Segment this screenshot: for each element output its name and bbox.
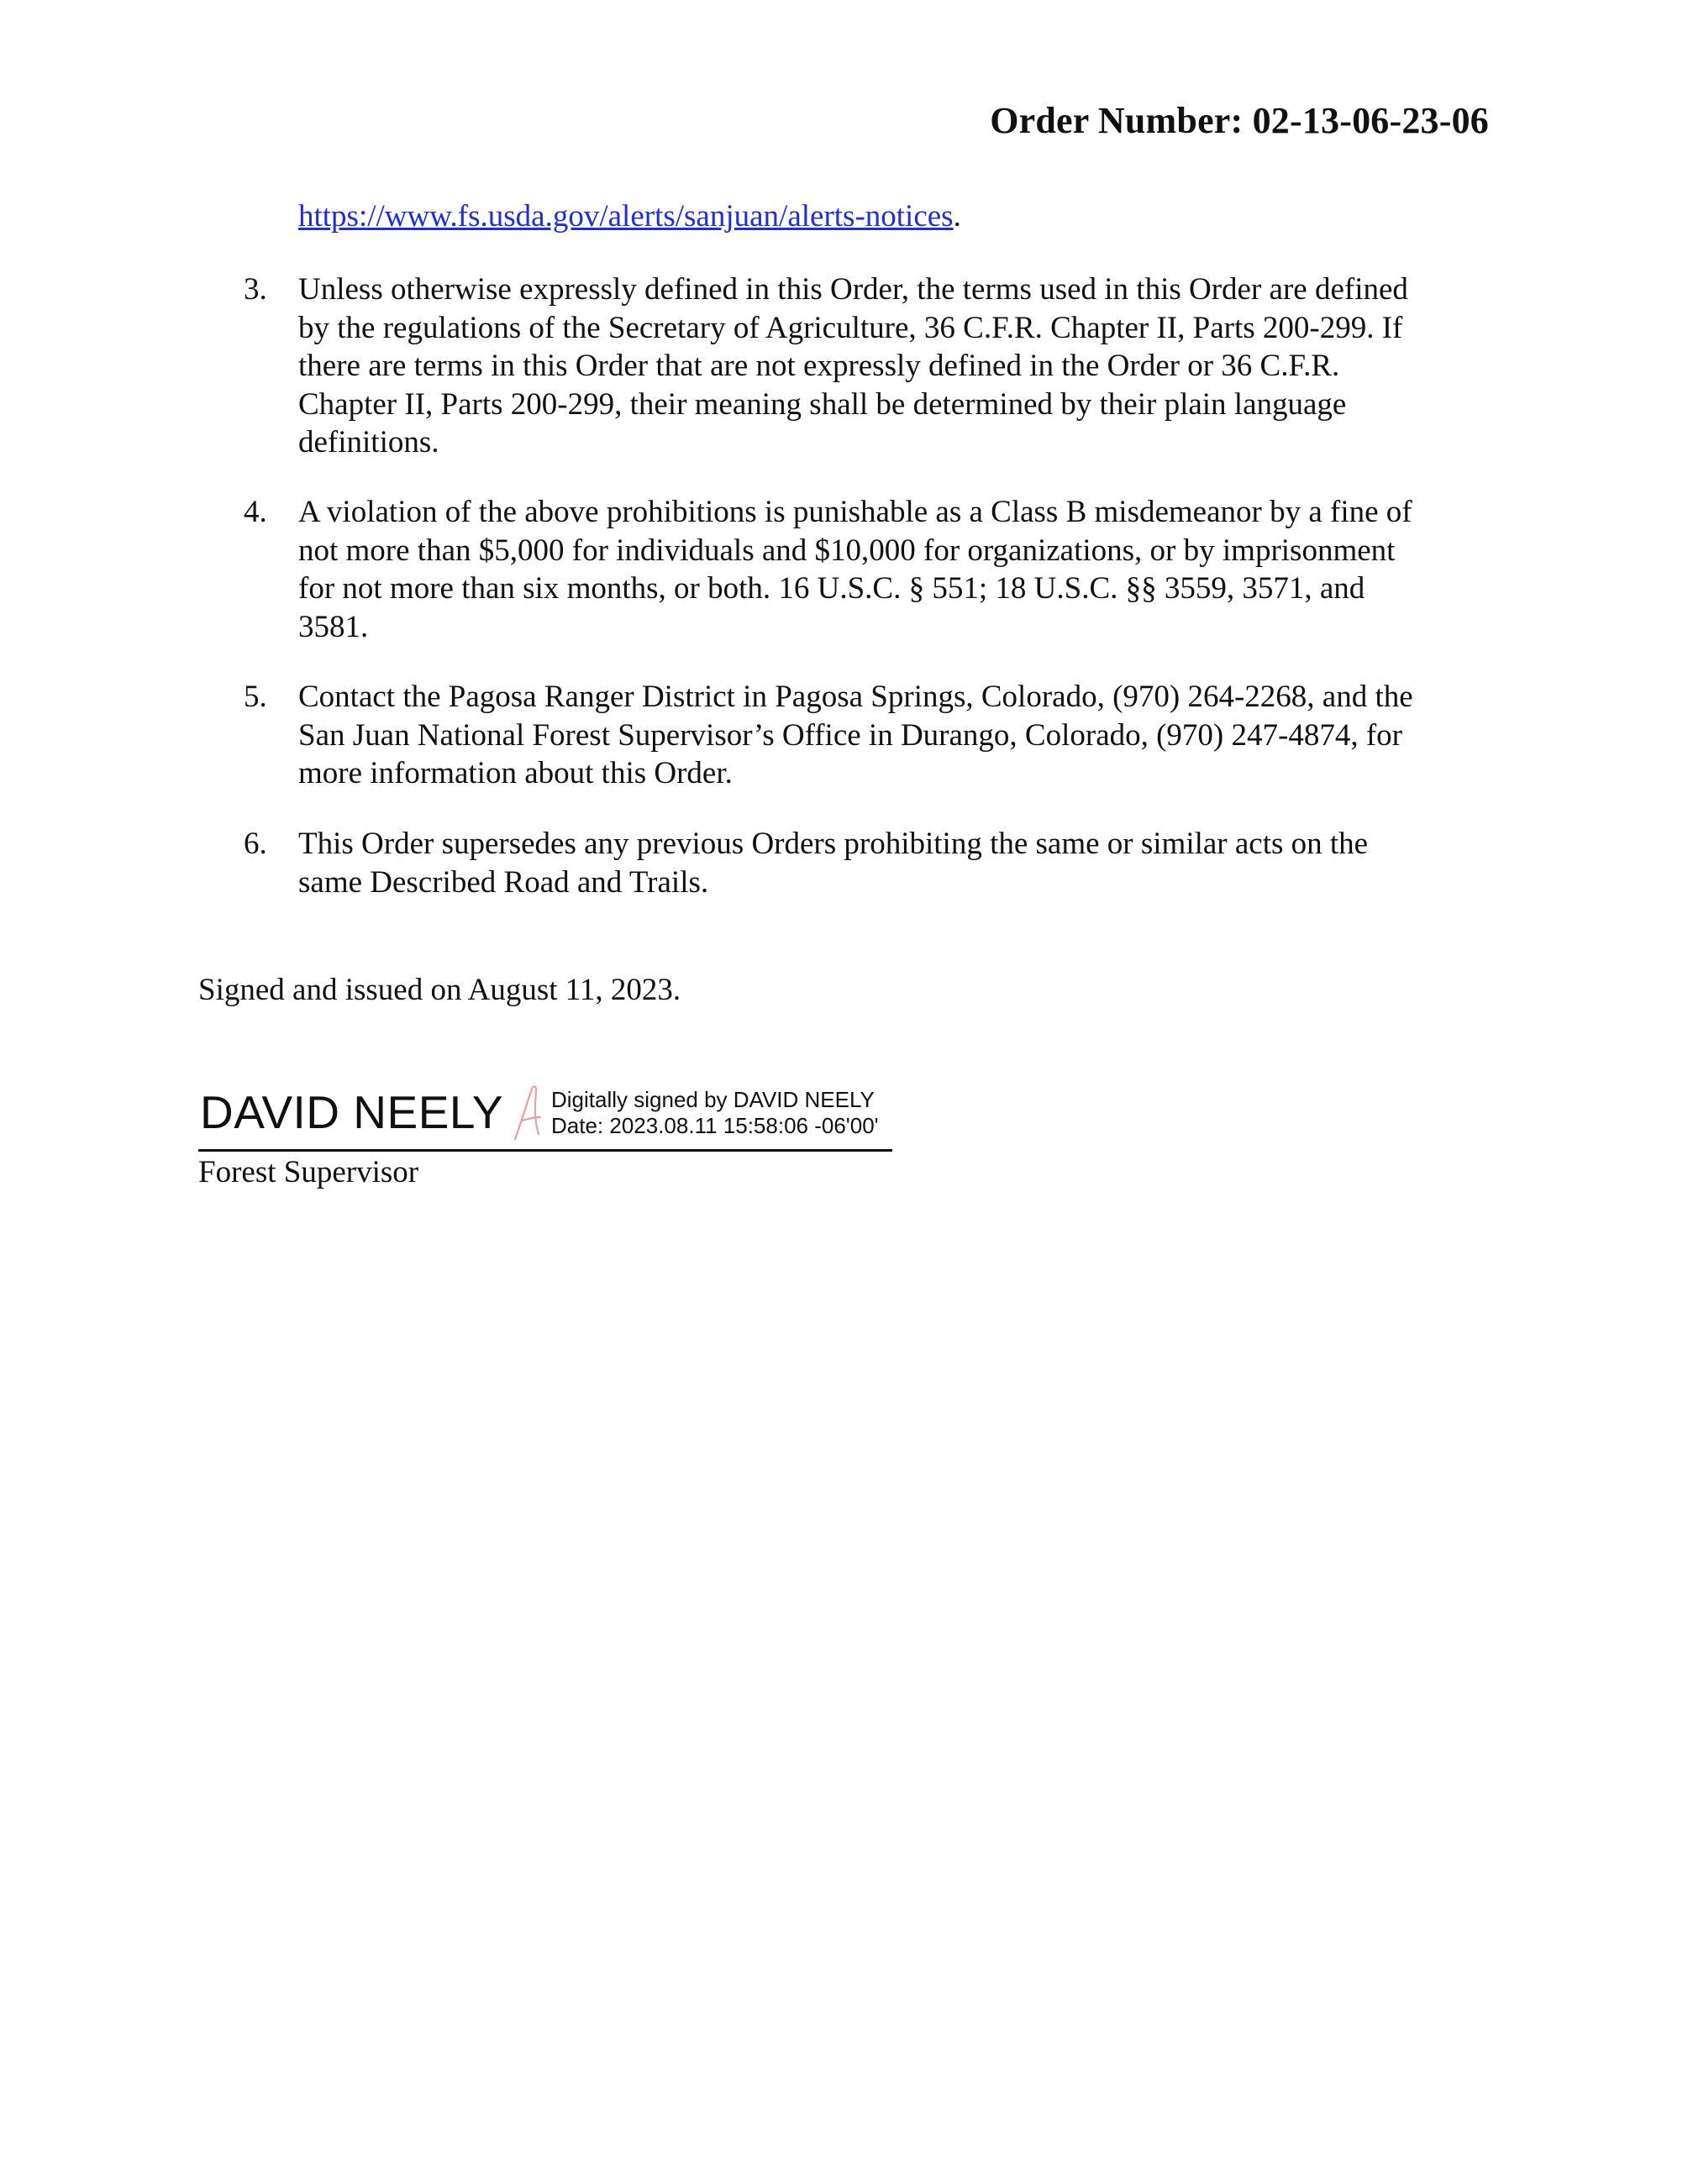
signer-name: DAVID NEELY [200,1086,504,1138]
text-line: Chapter II, Parts 200-299, their meaning shall be determined by their plain language [298,386,1347,422]
list-item-3 [244,270,1504,462]
list-item-5 [244,678,1504,793]
list-item-6 [244,825,1504,901]
list-item-number: 5. [244,680,267,714]
text-line: San Juan National Forest Supervisor’s Office in Durango, Colorado, (970) 247-4874, for [298,717,1402,753]
list-item-text [298,270,1504,462]
text-line: Unless otherwise expressly defined in this Order, the terms used in this Order are defined [298,272,1408,307]
digitally-signed-by-text: Digitally signed by DAVID NEELY [551,1087,875,1112]
list-item-number: 4. [244,495,267,529]
text-line: This Order supersedes any previous Orders prohibiting the same or similar acts on the [298,827,1369,861]
text-line: more information about this Order. [298,756,733,790]
list-item-number: 6. [244,827,267,861]
text-line: not more than $5,000 for individuals and $10,000 for organizations, or by imprisonment [298,533,1396,568]
list-item-text [298,678,1504,793]
text-line: 3581. [298,609,369,644]
text-line: by the regulations of the Secretary of Agriculture, 36 C.F.R. Chapter II, Parts 200-299. If [298,310,1403,345]
text-line: A violation of the above prohibitions is punishable as a Class B misdemeanor by a fine of [298,495,1412,529]
list-item-4 [244,493,1504,646]
signature-date-text: Date: 2023.08.11 15:58:06 -06'00' [551,1113,879,1138]
text-line: for not more than six months, or both. 16 U.S.C. § 551; 18 U.S.C. §§ 3559, 3571, and [298,571,1365,606]
alerts-notices-link[interactable]: https://www.fs.usda.gov/alerts/sanjuan/alerts-notices [298,199,954,234]
list-item-number: 3. [244,272,267,307]
text-line: definitions. [298,425,439,459]
digital-signature-details [551,1087,879,1139]
text-line: there are terms in this Order that are not expressly defined in the Order or 36 C.F.R. [298,349,1340,383]
alerts-link-line [298,198,961,234]
signature-line [198,1149,892,1152]
digital-signature-block[interactable] [198,1084,892,1149]
signer-title: Forest Supervisor [198,1155,419,1189]
list-item-text [298,493,1504,646]
list-item-text [298,825,1504,901]
adobe-signature-mark-icon [513,1084,544,1142]
text-line: Contact the Pagosa Ranger District in Pagosa Springs, Colorado, (970) 264-2268, and the [298,680,1413,714]
order-number-header: Order Number: 02-13-06-23-06 [990,100,1489,141]
link-trailing-period: . [953,199,961,234]
signed-issued-date: Signed and issued on August 11, 2023. [198,973,681,1007]
text-line: same Described Road and Trails. [298,864,709,900]
